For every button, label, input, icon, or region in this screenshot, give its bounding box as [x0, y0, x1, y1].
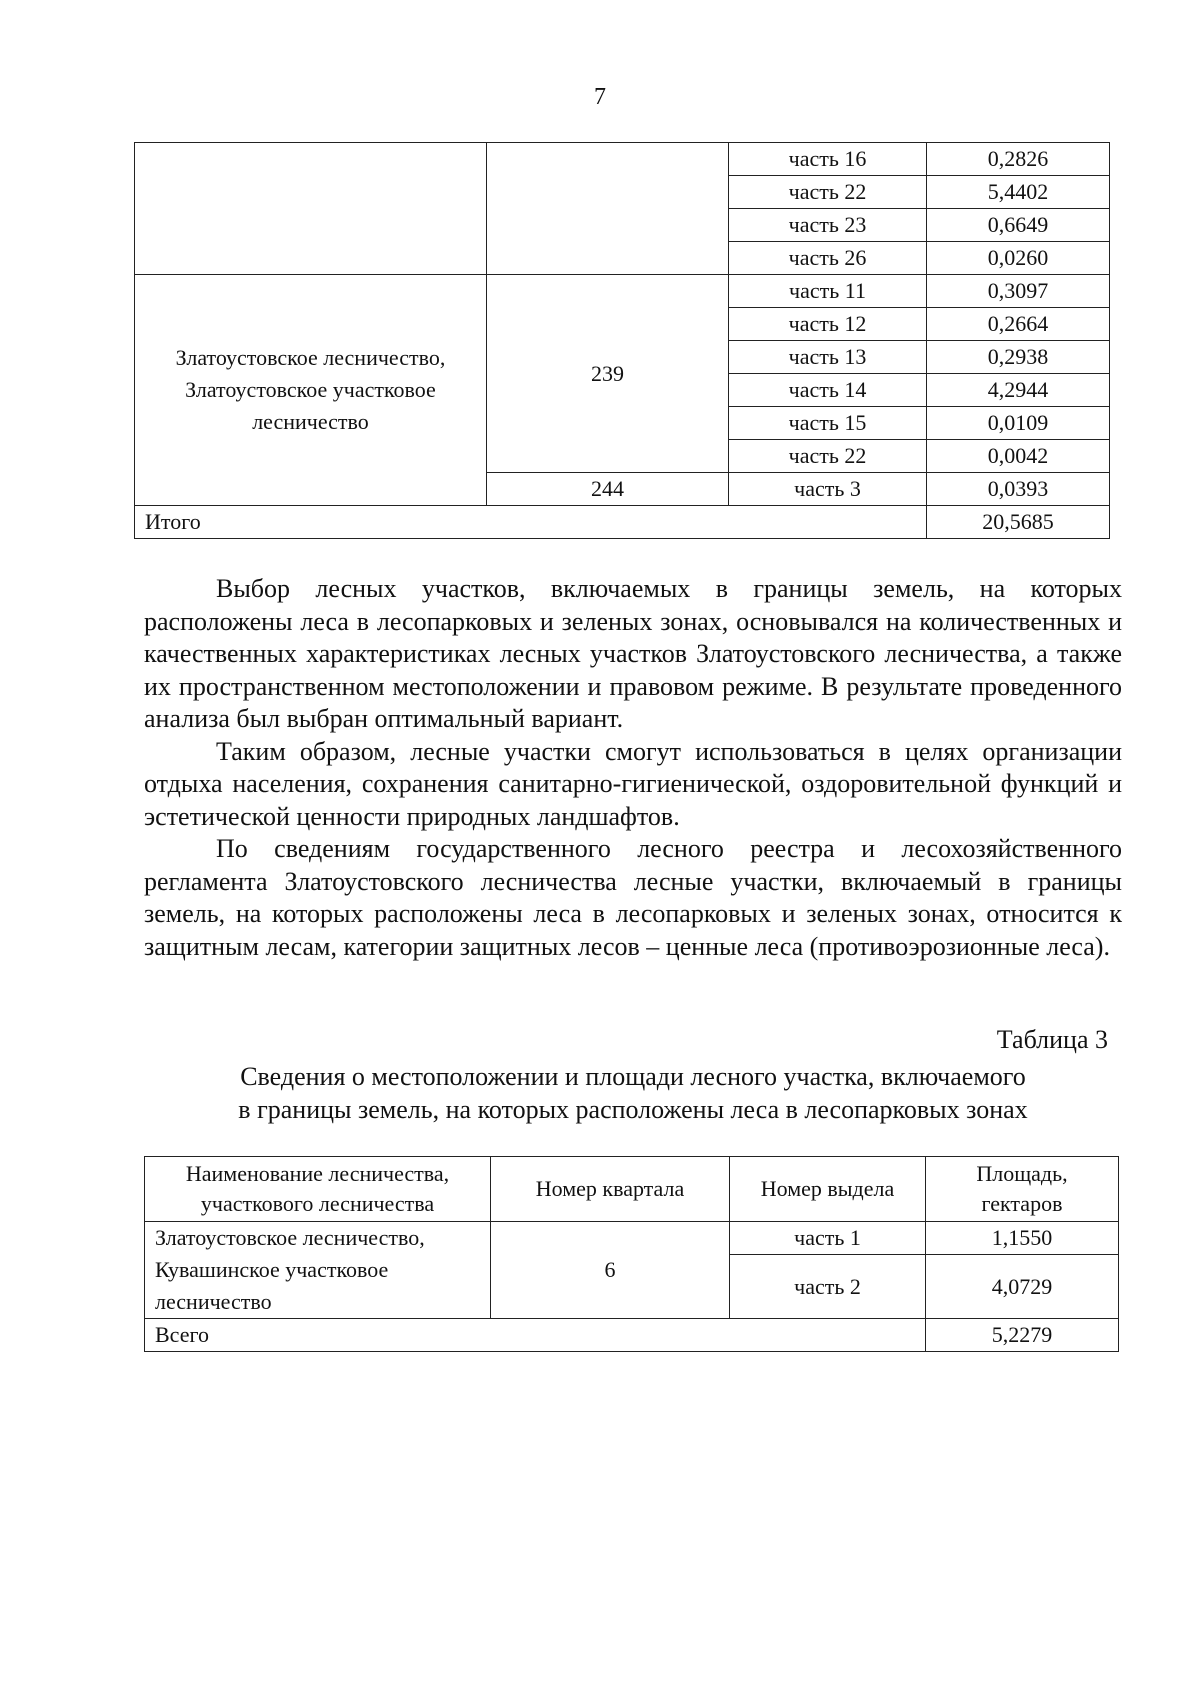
forestry-name-line: Златоустовское лесничество, — [175, 345, 446, 370]
total-label: Итого — [135, 506, 927, 539]
table-total-row — [145, 1319, 1119, 1352]
header-line: участкового лесничества — [200, 1191, 435, 1216]
area-cell: 0,0042 — [927, 440, 1110, 473]
area-cell: 0,3097 — [927, 275, 1110, 308]
paragraph: По сведениям государственного лесного реестра и лесохозяйственного регламента Златоустовского лесничества лесные участки, включаемый в границы земель, на которых расположены леса в лесопарковых и зеленых зонах, относится к защитным лесам, категории защитных лесов – ценные леса (противоэрозионные леса). — [144, 834, 1122, 961]
forestry-name-line: лесничество — [252, 409, 369, 434]
body-text — [144, 573, 1122, 963]
quarter-cell: 244 — [487, 473, 729, 506]
area-cell: 0,0109 — [927, 407, 1110, 440]
header-line: Наименование лесничества, — [185, 1161, 450, 1186]
forest-plot-table-3 — [144, 1156, 1119, 1352]
table-total-row — [135, 506, 1110, 539]
forestry-name-line: Златоустовское лесничество, — [155, 1225, 425, 1250]
area-cell: 4,2944 — [927, 374, 1110, 407]
header-forestry-name — [145, 1157, 491, 1222]
table-row — [135, 275, 1110, 308]
plot-cell: часть 12 — [729, 308, 927, 341]
total-value: 20,5685 — [927, 506, 1110, 539]
area-cell: 0,0260 — [927, 242, 1110, 275]
plot-cell: часть 11 — [729, 275, 927, 308]
area-cell: 4,0729 — [926, 1255, 1119, 1319]
forestry-name-cell — [145, 1222, 491, 1319]
plot-cell: часть 15 — [729, 407, 927, 440]
area-cell: 0,6649 — [927, 209, 1110, 242]
total-value: 5,2279 — [926, 1319, 1119, 1352]
forestry-name-line: Златоустовское участковое — [185, 377, 436, 402]
header-area — [926, 1157, 1119, 1222]
paragraph: Таким образом, лесные участки смогут использоваться в целях организации отдыха населения, сохранения санитарно-гигиенической, оздоровительной функций и эстетической ценности природных ландшафтов. — [144, 736, 1122, 831]
forestry-name-cell — [135, 275, 487, 506]
area-cell: 0,2826 — [927, 143, 1110, 176]
quarter-cell: 6 — [491, 1222, 730, 1319]
forest-plots-table-continued — [134, 142, 1110, 539]
table-row — [135, 143, 1110, 176]
header-line: гектаров — [981, 1191, 1063, 1216]
empty-cell — [487, 143, 729, 275]
header-plot: Номер выдела — [730, 1157, 926, 1222]
plot-cell: часть 26 — [729, 242, 927, 275]
forestry-name-line: лесничество — [155, 1289, 272, 1314]
table-title-line: Сведения о местоположении и площади лесного участка, включаемого — [240, 1062, 1026, 1091]
forestry-name-line: Кувашинское участковое — [155, 1257, 389, 1282]
table-header-row — [145, 1157, 1119, 1222]
area-cell: 0,0393 — [927, 473, 1110, 506]
plot-cell: часть 16 — [729, 143, 927, 176]
area-cell: 0,2938 — [927, 341, 1110, 374]
table-title-line: в границы земель, на которых расположены леса в лесопарковых зонах — [238, 1095, 1028, 1124]
plot-cell: часть 22 — [729, 176, 927, 209]
table-label: Таблица 3 — [996, 1025, 1108, 1054]
empty-cell — [135, 143, 487, 275]
quarter-cell: 239 — [487, 275, 729, 473]
plot-cell: часть 3 — [729, 473, 927, 506]
total-label: Всего — [145, 1319, 926, 1352]
header-line: Площадь, — [976, 1161, 1068, 1186]
area-cell: 1,1550 — [926, 1222, 1119, 1255]
header-quarter: Номер квартала — [491, 1157, 730, 1222]
plot-cell: часть 23 — [729, 209, 927, 242]
table-title — [144, 1060, 1122, 1126]
plot-cell: часть 13 — [729, 341, 927, 374]
plot-cell: часть 2 — [730, 1255, 926, 1319]
area-cell: 0,2664 — [927, 308, 1110, 341]
plot-cell: часть 22 — [729, 440, 927, 473]
plot-cell: часть 14 — [729, 374, 927, 407]
area-cell: 5,4402 — [927, 176, 1110, 209]
page-number: 7 — [594, 84, 606, 110]
paragraph: Выбор лесных участков, включаемых в границы земель, на которых расположены леса в лесопарковых и зеленых зонах, основывался на количественных и качественных характеристиках лесных участков Златоустовского лесничества, а также их пространственном местоположении и правовом режиме. В результате проведенного анализа был выбран оптимальный вариант. — [144, 574, 1122, 733]
table-row — [145, 1222, 1119, 1255]
plot-cell: часть 1 — [730, 1222, 926, 1255]
